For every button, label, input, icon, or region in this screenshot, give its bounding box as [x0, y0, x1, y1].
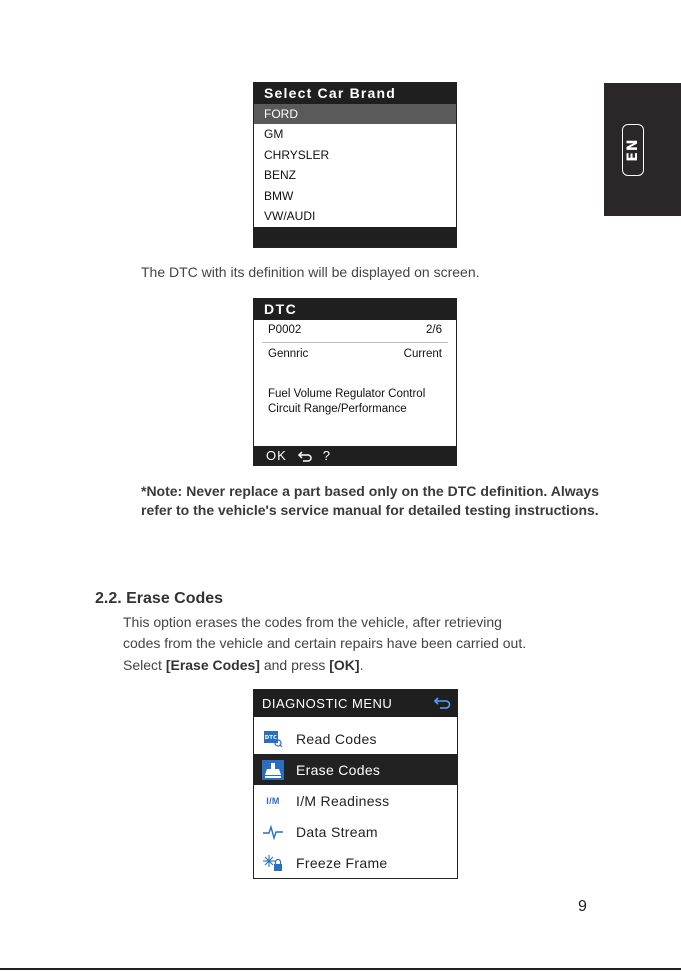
dtc-screen	[253, 298, 457, 466]
dtc-type: Gennric	[268, 348, 309, 360]
menu-item-im-readiness[interactable]	[254, 785, 457, 816]
im-icon: I/M	[266, 795, 280, 806]
car-brand-title: Select Car Brand	[254, 83, 456, 104]
menu-item-label: I/M Readiness	[296, 792, 390, 809]
select-instruction	[123, 655, 593, 676]
dtc-definition	[268, 387, 425, 417]
menu-item-read-codes[interactable]	[254, 723, 457, 754]
language-badge	[622, 124, 644, 176]
brand-item-vw-audi[interactable]: VW/AUDI	[264, 208, 316, 223]
section-body-line: This option erases the codes from the vehicle, after retrieving	[123, 614, 502, 630]
dtc-footer	[254, 446, 456, 465]
section-heading: 2.2. Erase Codes	[95, 590, 224, 607]
brand-item-chrysler[interactable]: CHRYSLER	[264, 147, 330, 162]
car-brand-screen	[253, 82, 457, 248]
select-key: [OK]	[329, 657, 360, 673]
diagnostic-menu-list	[254, 723, 457, 878]
menu-item-label: Freeze Frame	[296, 854, 388, 871]
help-button[interactable]: ?	[322, 448, 332, 463]
car-brand-list	[254, 104, 456, 226]
dtc-title: DTC	[254, 299, 456, 320]
car-brand-footer	[254, 227, 456, 247]
ok-button[interactable]: OK	[266, 448, 287, 463]
language-label: EN	[625, 138, 641, 162]
dtc-divider	[262, 342, 448, 343]
erase-icon	[262, 760, 284, 780]
dtc-status: Current	[403, 348, 442, 360]
brand-item-ford[interactable]: FORD	[254, 104, 456, 124]
section-body	[123, 612, 593, 654]
dtc-definition-line: Circuit Range/Performance	[268, 403, 407, 415]
note-text: *Note: Never replace a part based only on the DTC definition. Always refer to the vehicle's service manual for detailed testing instructions.	[141, 483, 599, 518]
freeze-frame-icon	[262, 853, 284, 873]
select-suffix: .	[359, 657, 364, 673]
section-body-line: codes from the vehicle and certain repairs have been carried out.	[123, 635, 527, 651]
dtc-icon	[262, 729, 284, 749]
footer-divider	[0, 968, 681, 970]
menu-item-freeze-frame[interactable]	[254, 847, 457, 878]
dtc-status-row	[268, 348, 442, 360]
menu-item-label: Erase Codes	[296, 761, 381, 778]
diagnostic-menu-title: DIAGNOSTIC MENU	[254, 690, 457, 717]
menu-item-data-stream[interactable]	[254, 816, 457, 847]
dtc-definition-line: Fuel Volume Regulator Control	[268, 388, 426, 400]
back-icon[interactable]	[297, 450, 313, 462]
dtc-icon-text: DTC	[264, 734, 278, 741]
brand-item-benz[interactable]: BENZ	[264, 168, 297, 183]
select-item: [Erase Codes]	[165, 657, 260, 673]
dtc-code: P0002	[268, 324, 302, 336]
language-tab	[604, 83, 681, 216]
dtc-caption: The DTC with its definition will be displayed on screen.	[141, 264, 480, 280]
diagnostic-menu-screen	[253, 689, 458, 879]
back-icon[interactable]	[433, 696, 451, 710]
dtc-code-row	[268, 324, 442, 336]
menu-item-label: Read Codes	[296, 730, 377, 747]
brand-item-gm[interactable]: GM	[264, 127, 284, 142]
menu-item-label: Data Stream	[296, 823, 378, 840]
page-number: 9	[578, 898, 587, 915]
select-prefix: Select	[123, 657, 166, 673]
select-middle: and press	[259, 657, 330, 673]
dtc-count: 2/6	[426, 324, 442, 336]
data-stream-icon	[262, 822, 284, 842]
menu-item-erase-codes[interactable]	[254, 754, 457, 785]
brand-item-bmw[interactable]: BMW	[264, 188, 294, 203]
